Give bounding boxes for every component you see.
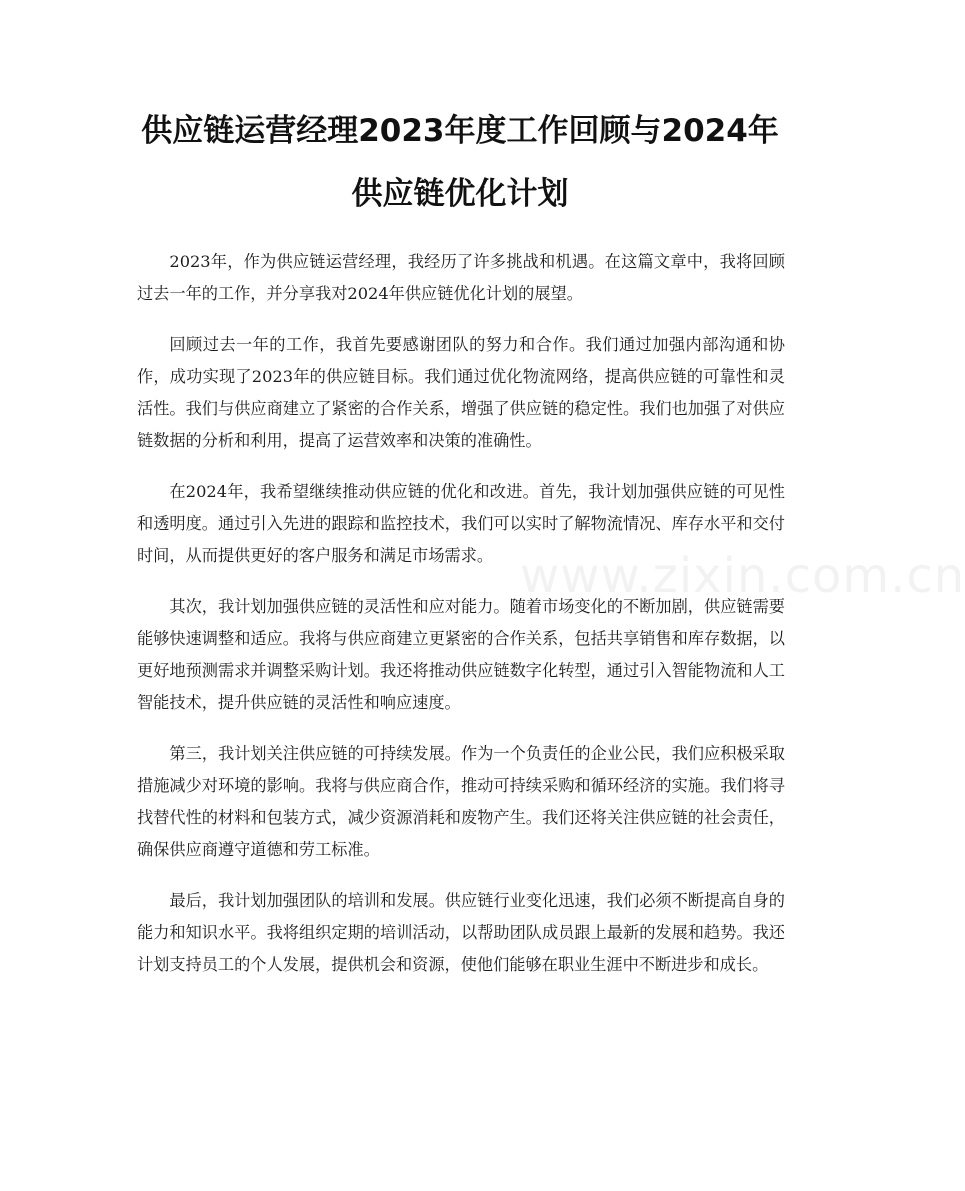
paragraph-flexibility: 其次，我计划加强供应链的灵活性和应对能力。随着市场变化的不断加剧，供应链需要能够快速调整和适应。我将与供应商建立更紧密的合作关系，包括共享销售和库存数据，以更好地预测需求并调整采购计划。我还将推动供应链数字化转型，通过引入智能物流和人工智能技术，提升供应链的灵活性和响应速度。 (137, 597, 785, 712)
paragraph-training: 最后，我计划加强团队的培训和发展。供应链行业变化迅速，我们必须不断提高自身的能力和知识水平。我将组织定期的培训活动，以帮助团队成员跟上最新的发展和趋势。我还计划支持员工的个人发展，提供机会和资源，使他们能够在职业生涯中不断进步和成长。 (137, 891, 785, 974)
watermark-text: www.zixin.com.cn (520, 548, 965, 604)
paragraph-sustainability: 第三，我计划关注供应链的可持续发展。作为一个负责任的企业公民，我们应积极采取措施减少对环境的影响。我将与供应商合作，推动可持续采购和循环经济的实施。我们将寻找替代性的材料和包装方式，减少资源消耗和废物产生。我们还将关注供应链的社会责任，确保供应商遵守道德和劳工标准。 (137, 744, 785, 859)
paragraph-review: 回顾过去一年的工作，我首先要感谢团队的努力和合作。我们通过加强内部沟通和协作，成功实现了2023年的供应链目标。我们通过优化物流网络，提高供应链的可靠性和灵活性。我们与供应商建立了紧密的合作关系，增强了供应链的稳定性。我们也加强了对供应链数据的分析和利用，提高了运营效率和决策的准确性。 (137, 335, 785, 450)
document-body (137, 246, 785, 1000)
paragraph-intro: 2023年，作为供应链运营经理，我经历了许多挑战和机遇。在这篇文章中，我将回顾过去一年的工作，并分享我对2024年供应链优化计划的展望。 (137, 252, 785, 303)
paragraph-2024-visibility: 在2024年，我希望继续推动供应链的优化和改进。首先，我计划加强供应链的可见性和透明度。通过引入先进的跟踪和监控技术，我们可以实时了解物流情况、库存水平和交付时间，从而提供更好的客户服务和满足市场需求。 (137, 482, 785, 565)
document-title: 供应链运营经理2023年度工作回顾与2024年供应链优化计划 (141, 113, 779, 212)
